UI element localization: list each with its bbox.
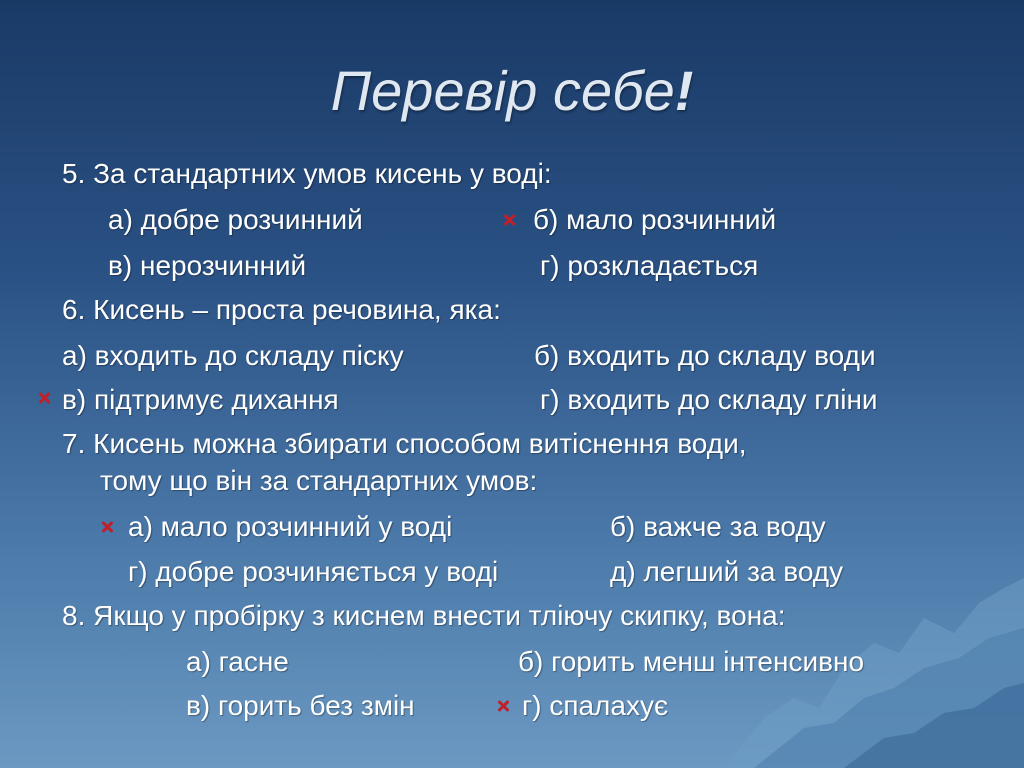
q7-question-line2: тому що він за стандартних умов: xyxy=(100,465,538,496)
q8-answer-g: г) спалахує xyxy=(522,690,669,721)
q6-answer-g: г) входить до складу гліни xyxy=(540,384,878,415)
x-mark-icon xyxy=(496,699,510,713)
slide-title-text: Перевір себе xyxy=(330,59,675,122)
q5-answer-g: г) розкладається xyxy=(540,250,759,281)
slide-title-exclamation: ! xyxy=(674,59,694,122)
slide-title xyxy=(0,58,1024,123)
q8-answer-v: в) горить без змін xyxy=(186,690,415,721)
x-mark-icon xyxy=(37,391,51,405)
q8-question: 8. Якщо у пробірку з киснем внести тліючу скипку, вона: xyxy=(62,600,786,631)
q5-question: 5. За стандартних умов кисень у воді: xyxy=(62,158,552,189)
q6-answer-v: в) підтримує дихання xyxy=(62,384,339,415)
q8-answer-b: б) горить менш інтенсивно xyxy=(518,646,865,677)
q7-answer-g: г) добре розчиняється у воді xyxy=(128,556,499,587)
q5-answer-a: а) добре розчинний xyxy=(108,204,363,235)
q8-answer-a: а) гасне xyxy=(186,646,289,677)
q7-answer-a: а) мало розчинний у воді xyxy=(128,511,453,542)
x-mark-icon xyxy=(100,520,114,534)
q6-answer-a: а) входить до складу піску xyxy=(62,340,404,371)
q5-answer-b: б) мало розчинний xyxy=(533,204,777,235)
q7-answer-d: д) легший за воду xyxy=(610,556,844,587)
q6-question: 6. Кисень – проста речовина, яка: xyxy=(62,294,501,325)
x-mark-icon xyxy=(502,213,516,227)
q6-answer-b: б) входить до складу води xyxy=(534,340,876,371)
q5-answer-v: в) нерозчинний xyxy=(108,250,307,281)
q7-answer-b: б) важче за воду xyxy=(610,511,826,542)
q7-question-line1: 7. Кисень можна збирати способом витіснення води, xyxy=(62,428,747,459)
